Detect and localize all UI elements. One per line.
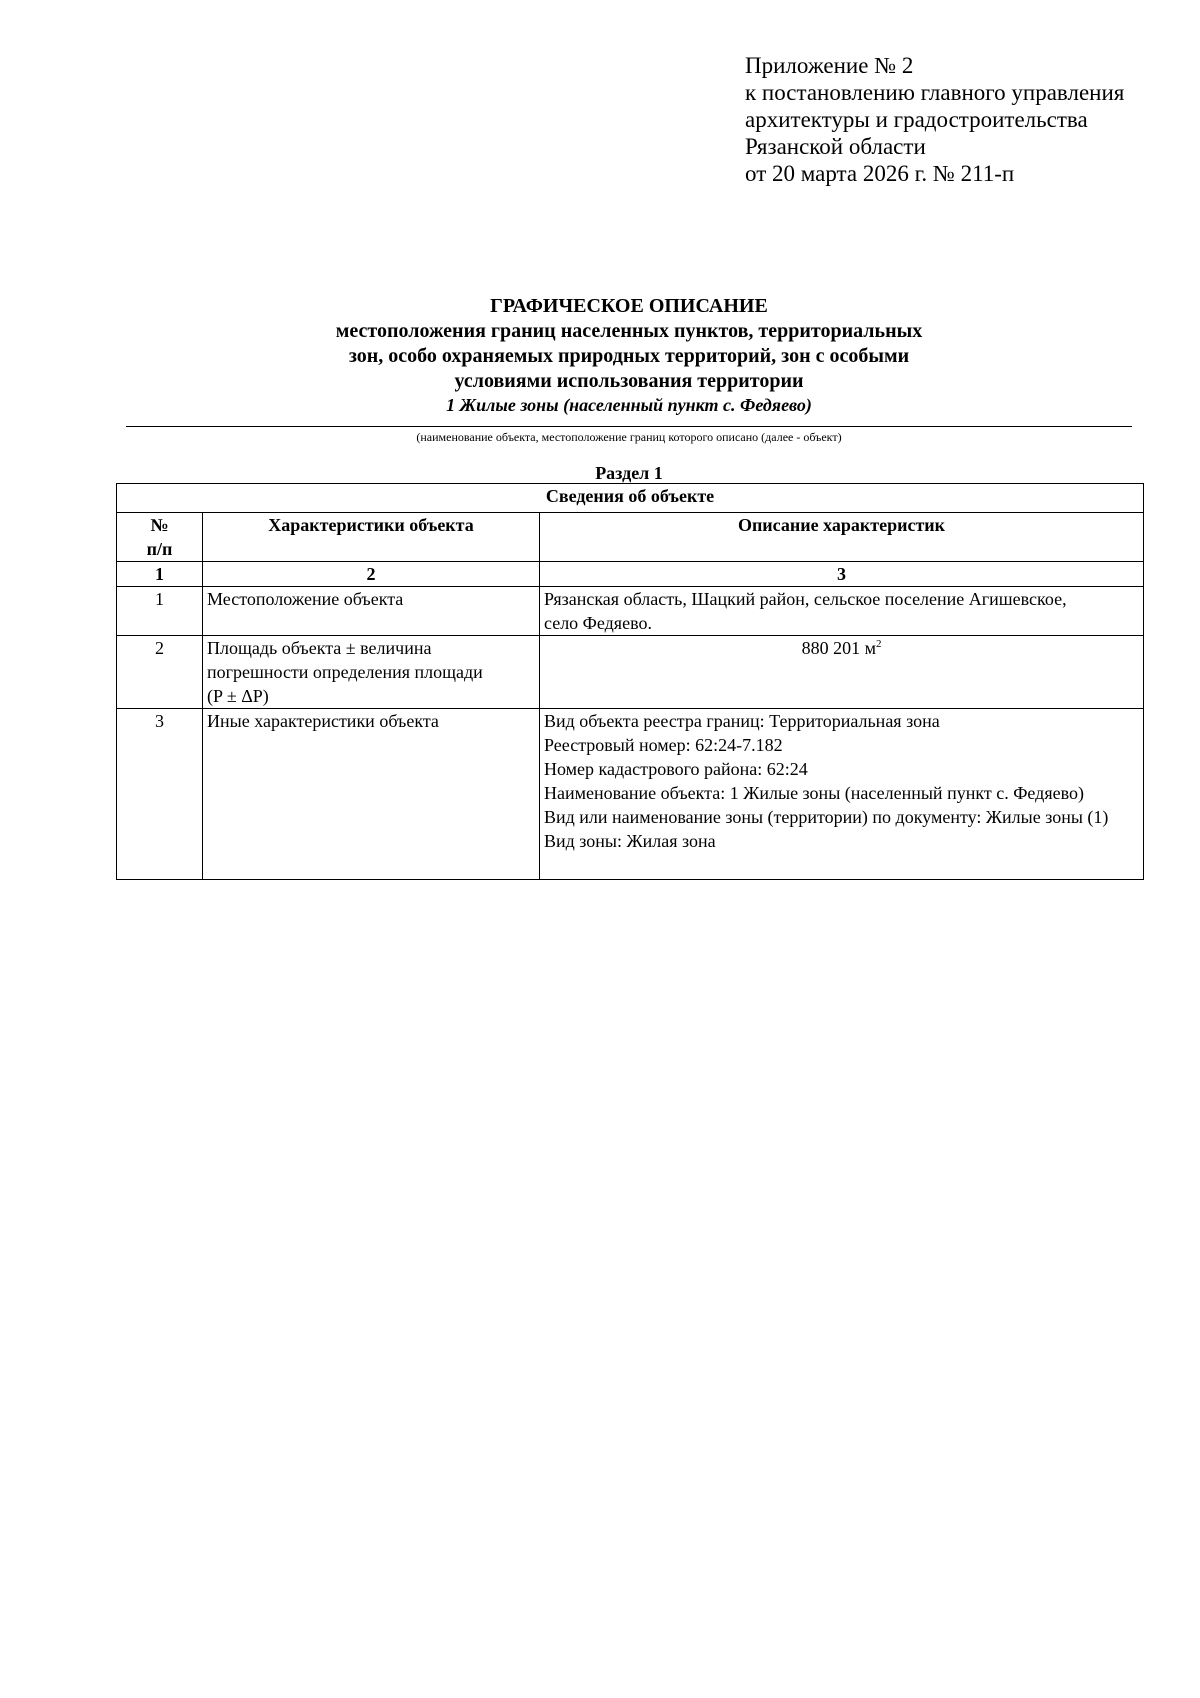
description-line: Вид или наименование зоны (территории) по документу: Жилые зоны (1): [544, 807, 1109, 827]
description-line: Вид объекта реестра границ: Территориальная зона: [544, 711, 940, 731]
column-number-row: [117, 562, 1144, 587]
description-line: Наименование объекта: 1 Жилые зоны (населенный пункт с. Федяево): [544, 783, 1084, 803]
header-characteristics: Характеристики объекта: [203, 513, 540, 562]
row-description: [540, 587, 1144, 636]
appendix-line: к постановлению главного управления: [745, 80, 1125, 105]
row-number: 3: [117, 709, 203, 880]
row-number: 2: [117, 636, 203, 709]
description-line: Вид зоны: Жилая зона: [544, 831, 716, 851]
header-description: Описание характеристик: [540, 513, 1144, 562]
description-line: село Федяево.: [544, 613, 652, 633]
appendix-line: Приложение № 2: [745, 53, 914, 78]
row-number: 1: [117, 587, 203, 636]
column-number: 2: [203, 562, 540, 587]
header-num-line: п/п: [146, 539, 173, 559]
row-description: [540, 636, 1144, 709]
row-characteristic: Иные характеристики объекта: [203, 709, 540, 880]
characteristic-line: (P ± ΔP): [207, 686, 269, 706]
row-characteristic: Местоположение объекта: [203, 587, 540, 636]
table-caption: Сведения об объекте: [117, 484, 1144, 513]
row-description: [540, 709, 1144, 880]
object-caption: (наименование объекта, местоположение границ которого описано (далее - объект): [416, 430, 842, 444]
area-value: 880 201 м: [801, 638, 876, 658]
characteristic-line: Площадь объекта ± величина: [207, 638, 432, 658]
object-name-underline: [126, 426, 1132, 427]
object-info-table: [116, 483, 1144, 880]
description-line: Рязанская область, Шацкий район, сельское поселение Агишевское,: [544, 589, 1067, 609]
table-row: [117, 636, 1144, 709]
table-caption-row: [117, 484, 1144, 513]
appendix-block: [745, 52, 1124, 187]
appendix-line: архитектуры и градостроительства: [745, 107, 1088, 132]
appendix-line: Рязанской области: [745, 134, 926, 159]
object-name: 1 Жилые зоны (населенный пункт с. Федяево): [446, 395, 812, 415]
row-characteristic: [203, 636, 540, 709]
area-unit-superscript: 2: [875, 638, 882, 650]
description-line: Реестровый номер: 62:24-7.182: [544, 735, 783, 755]
header-num: [117, 513, 203, 562]
table-header-row: [117, 513, 1144, 562]
description-line: Номер кадастрового района: 62:24: [544, 759, 808, 779]
appendix-line: от 20 марта 2026 г. № 211-п: [745, 161, 1015, 186]
table-row: [117, 587, 1144, 636]
column-number: 1: [117, 562, 203, 587]
column-number: 3: [540, 562, 1144, 587]
document-title: ГРАФИЧЕСКОЕ ОПИСАНИЕ: [490, 295, 768, 317]
section-label: Раздел 1: [595, 463, 663, 483]
document-subtitle-line: условиями использования территории: [454, 370, 804, 392]
table-row: [117, 709, 1144, 880]
header-num-line: №: [150, 515, 169, 535]
characteristic-line: погрешности определения площади: [207, 662, 483, 682]
document-title-block: [126, 294, 1132, 416]
document-subtitle-line: зон, особо охраняемых природных территорий, зон с особыми: [348, 345, 910, 367]
document-subtitle-line: местоположения границ населенных пунктов, территориальных: [335, 320, 923, 342]
